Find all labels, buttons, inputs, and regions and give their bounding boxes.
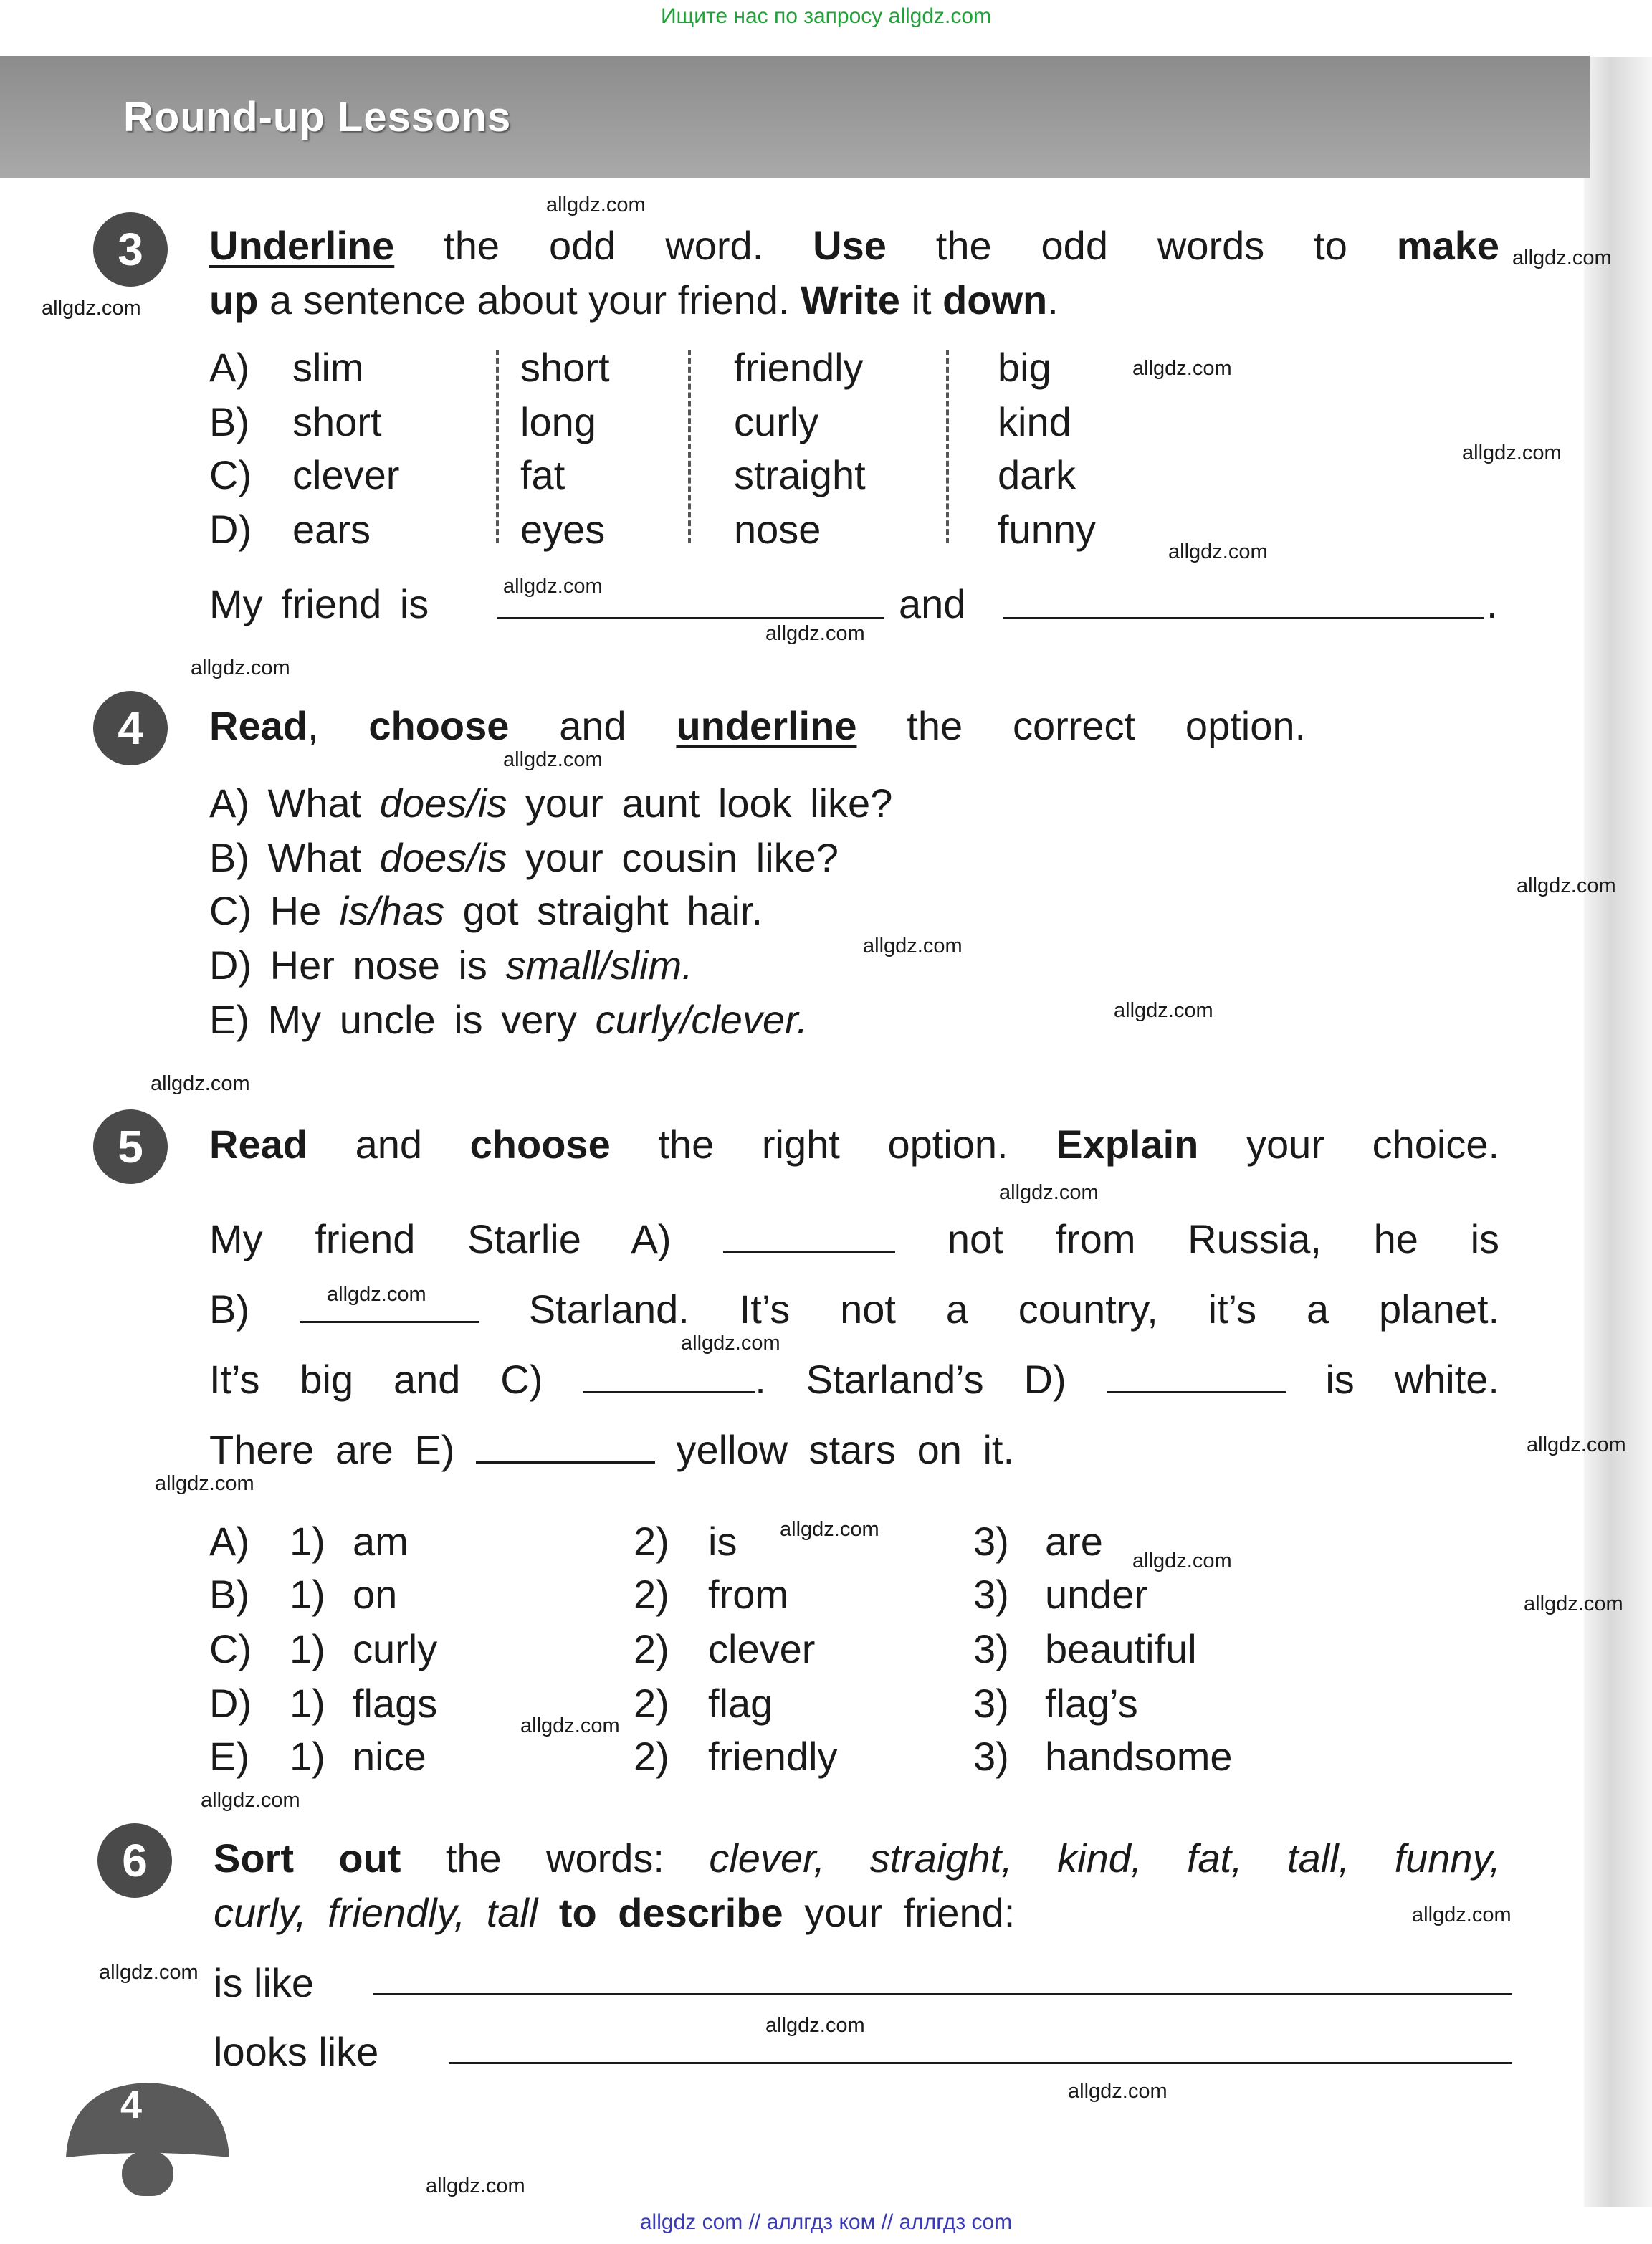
exercise-4-item-b: B) What does/is your cousin like? xyxy=(209,835,839,880)
word-option: kind xyxy=(998,399,1071,444)
watermark: allgdz.com xyxy=(863,935,963,958)
sentence-end: . xyxy=(1486,581,1498,626)
blank-c[interactable] xyxy=(583,1390,755,1393)
word-option: straight xyxy=(734,452,866,497)
column-divider-2 xyxy=(688,350,691,543)
page-number-mushroom xyxy=(62,2071,234,2200)
mushroom-stem xyxy=(122,2152,173,2196)
option-value: am xyxy=(353,1519,409,1564)
blank-d[interactable] xyxy=(1107,1390,1286,1393)
word-option: short xyxy=(520,345,610,390)
row-label: B) xyxy=(209,399,249,444)
option-number: 1) xyxy=(290,1626,325,1671)
exercise-3-number: 3 xyxy=(93,212,168,287)
top-link[interactable]: Ищите нас по запросу allgdz.com xyxy=(660,4,992,28)
option-number: 1) xyxy=(290,1519,325,1564)
word-option: eyes xyxy=(520,507,606,552)
exercise-5-text-line-4: There are E) yellow stars on it. xyxy=(209,1427,1015,1472)
watermark: allgdz.com xyxy=(503,575,603,598)
option-label: B) xyxy=(209,1572,249,1617)
looks-like-label: looks like xyxy=(214,2029,379,2074)
watermark: allgdz.com xyxy=(503,748,603,771)
option-number: 3) xyxy=(973,1572,1009,1617)
option-value: handsome xyxy=(1045,1734,1233,1779)
watermark: allgdz.com xyxy=(999,1181,1099,1204)
watermark: allgdz.com xyxy=(1132,1550,1232,1572)
option-number: 3) xyxy=(973,1519,1009,1564)
exercise-5-text-line-3: It’s big and C) . Starland’s D) is white. xyxy=(209,1357,1499,1402)
is-like-label: is like xyxy=(214,1960,315,2005)
sentence-start: My friend is xyxy=(209,581,429,626)
watermark: allgdz.com xyxy=(201,1789,300,1812)
watermark: allgdz.com xyxy=(520,1714,620,1737)
option-value: is xyxy=(708,1519,737,1564)
exercise-4-instruction: Read, choose and underline the correct option. xyxy=(209,703,1307,748)
word-option: big xyxy=(998,345,1051,390)
watermark: allgdz.com xyxy=(155,1472,254,1495)
blank-e[interactable] xyxy=(476,1461,655,1464)
word-option: short xyxy=(292,399,382,444)
row-label: C) xyxy=(209,452,252,497)
is-like-answer-line[interactable] xyxy=(373,1992,1512,1995)
watermark: allgdz.com xyxy=(765,2014,865,2037)
word-option: slim xyxy=(292,345,364,390)
watermark: allgdz.com xyxy=(42,297,141,320)
exercise-4-item-e: E) My uncle is very curly/clever. xyxy=(209,997,808,1042)
option-label: E) xyxy=(209,1734,249,1779)
option-value: are xyxy=(1045,1519,1103,1564)
bottom-link[interactable]: allgdz com // аллгдз ком // аллгдз com xyxy=(639,2210,1013,2234)
exercise-5-instruction: Read and choose the right option. Explain your choice. xyxy=(209,1122,1500,1167)
option-number: 2) xyxy=(634,1626,669,1671)
option-value: clever xyxy=(708,1626,816,1671)
option-number: 2) xyxy=(634,1519,669,1564)
page-binding-shadow xyxy=(1584,57,1652,2207)
watermark: allgdz.com xyxy=(1168,540,1268,563)
answer-blank-2[interactable] xyxy=(1003,616,1484,619)
word-option: nose xyxy=(734,507,821,552)
watermark: allgdz.com xyxy=(99,1961,199,1984)
row-label: D) xyxy=(209,507,252,552)
option-number: 1) xyxy=(290,1572,325,1617)
watermark: allgdz.com xyxy=(1524,1593,1623,1615)
option-value: under xyxy=(1045,1572,1148,1617)
exercise-6-number: 6 xyxy=(97,1823,172,1898)
watermark: allgdz.com xyxy=(780,1518,879,1541)
option-number: 1) xyxy=(290,1681,325,1726)
watermark: allgdz.com xyxy=(1462,441,1562,464)
option-number: 2) xyxy=(634,1572,669,1617)
header-title: Round-up Lessons xyxy=(123,94,512,140)
exercise-6-instruction-line-1: Sort out the words: clever, straight, kind, fat, tall, funny, xyxy=(214,1835,1501,1881)
exercise-4-item-d: D) Her nose is small/slim. xyxy=(209,942,693,988)
option-label: A) xyxy=(209,1519,249,1564)
answer-blank-1[interactable] xyxy=(497,616,884,619)
option-number: 2) xyxy=(634,1681,669,1726)
watermark: allgdz.com xyxy=(765,622,865,645)
page-number: 4 xyxy=(120,2083,143,2126)
watermark: allgdz.com xyxy=(681,1332,780,1355)
option-value: curly xyxy=(353,1626,438,1671)
option-value: nice xyxy=(353,1734,426,1779)
word-option: clever xyxy=(292,452,400,497)
watermark: allgdz.com xyxy=(1068,2080,1168,2103)
word-option: funny xyxy=(998,507,1096,552)
option-label: D) xyxy=(209,1681,252,1726)
exercise-6-instruction-line-2: curly, friendly, tall to describe your friend: xyxy=(214,1890,1016,1935)
sentence-and: and xyxy=(899,581,966,626)
watermark: allgdz.com xyxy=(1512,247,1612,269)
watermark: allgdz.com xyxy=(1517,874,1616,897)
option-number: 2) xyxy=(634,1734,669,1779)
word-option: long xyxy=(520,399,596,444)
column-divider-1 xyxy=(496,350,499,543)
exercise-5-text-line-2: B) Starland. It’s not a country, it’s a planet. xyxy=(209,1286,1500,1332)
watermark: allgdz.com xyxy=(1132,357,1232,380)
watermark: allgdz.com xyxy=(546,194,646,216)
blank-a[interactable] xyxy=(723,1250,895,1253)
option-value: beautiful xyxy=(1045,1626,1197,1671)
blank-b[interactable] xyxy=(300,1320,479,1323)
exercise-4-item-a: A) What does/is your aunt look like? xyxy=(209,780,893,826)
option-number: 1) xyxy=(290,1734,325,1779)
watermark: allgdz.com xyxy=(327,1283,426,1306)
looks-like-answer-line[interactable] xyxy=(449,2061,1512,2064)
watermark: allgdz.com xyxy=(191,657,290,679)
option-number: 3) xyxy=(973,1734,1009,1779)
watermark: allgdz.com xyxy=(1527,1433,1626,1456)
exercise-4-number: 4 xyxy=(93,691,168,765)
exercise-3-instruction-line-1: Underline the odd word. Use the odd words to make xyxy=(209,223,1500,268)
option-value: friendly xyxy=(708,1734,838,1779)
row-label: A) xyxy=(209,345,249,390)
watermark: allgdz.com xyxy=(151,1072,250,1095)
word-option: curly xyxy=(734,399,819,444)
exercise-3-instruction-line-2: up a sentence about your friend. Write it down. xyxy=(209,277,1059,323)
word-option: ears xyxy=(292,507,371,552)
mushroom-cap xyxy=(66,2083,229,2157)
word-option: friendly xyxy=(734,345,864,390)
option-value: from xyxy=(708,1572,788,1617)
exercise-5-number: 5 xyxy=(93,1109,168,1184)
option-number: 3) xyxy=(973,1626,1009,1671)
watermark: allgdz.com xyxy=(1114,999,1213,1022)
option-label: C) xyxy=(209,1626,252,1671)
watermark: allgdz.com xyxy=(426,2174,525,2197)
option-value: flags xyxy=(353,1681,438,1726)
exercise-4-item-c: C) He is/has got straight hair. xyxy=(209,888,763,933)
exercise-5-text-line-1: My friend Starlie A) not from Russia, he is xyxy=(209,1216,1500,1261)
option-value: flag’s xyxy=(1045,1681,1138,1726)
option-number: 3) xyxy=(973,1681,1009,1726)
word-option: dark xyxy=(998,452,1076,497)
option-value: on xyxy=(353,1572,398,1617)
option-value: flag xyxy=(708,1681,773,1726)
watermark: allgdz.com xyxy=(1412,1904,1512,1927)
word-option: fat xyxy=(520,452,565,497)
column-divider-3 xyxy=(946,350,949,543)
